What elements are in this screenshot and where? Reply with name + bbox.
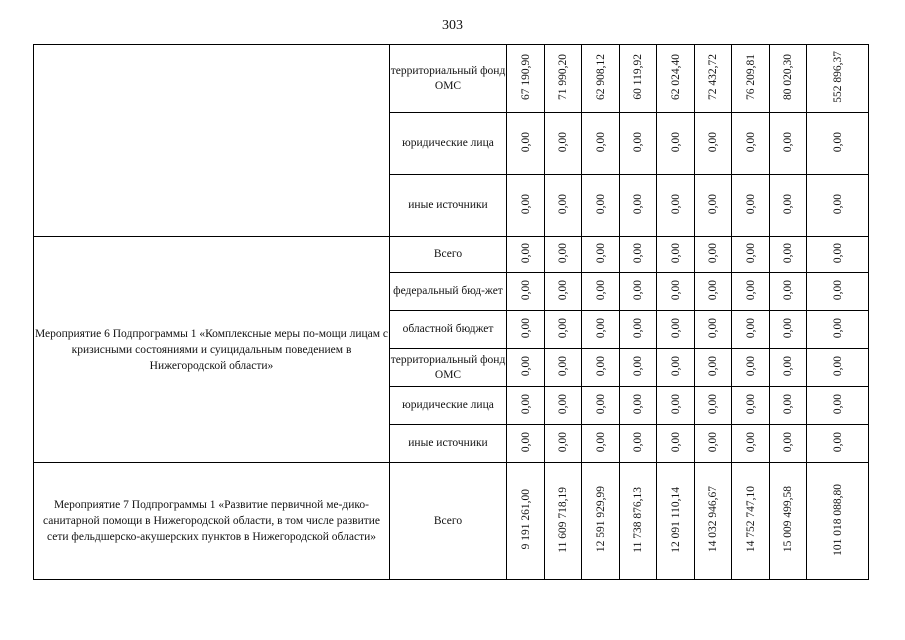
value-text: 12 591 929,99 xyxy=(594,486,607,553)
value-text: 0,00 xyxy=(669,355,682,377)
value-cell xyxy=(582,387,620,425)
value-text: 0,00 xyxy=(557,193,569,215)
value-text: 0,00 xyxy=(744,131,757,153)
value-text: 0,00 xyxy=(519,242,532,264)
value-text: 0,00 xyxy=(782,279,794,301)
value-cell xyxy=(732,387,770,425)
value-cell xyxy=(620,349,657,387)
value-text: 0,00 xyxy=(594,317,607,339)
value-text: 0,00 xyxy=(594,355,607,377)
value-cell xyxy=(507,273,545,311)
value-text: 0,00 xyxy=(782,242,794,264)
value-cell xyxy=(695,463,732,580)
value-cell xyxy=(770,273,807,311)
value-cell xyxy=(582,175,620,237)
value-cell xyxy=(545,425,582,463)
value-text: 0,00 xyxy=(831,193,844,215)
value-text: 0,00 xyxy=(707,431,719,453)
value-text: 0,00 xyxy=(557,355,569,377)
value-text: 76 209,81 xyxy=(744,54,757,100)
value-cell xyxy=(507,237,545,273)
value-text: 0,00 xyxy=(669,193,682,215)
value-text: 0,00 xyxy=(831,317,844,339)
value-cell xyxy=(507,45,545,113)
value-text: 101 018 088,80 xyxy=(831,483,844,556)
funding-source-cell: Всего xyxy=(390,463,507,580)
value-text: 0,00 xyxy=(782,431,794,453)
value-cell xyxy=(770,237,807,273)
value-text: 62 908,12 xyxy=(594,54,607,100)
value-cell xyxy=(732,45,770,113)
funding-source-cell: федеральный бюд-жет xyxy=(390,273,507,311)
value-text: 0,00 xyxy=(669,279,682,301)
value-text: 0,00 xyxy=(632,431,644,453)
value-text: 0,00 xyxy=(557,279,569,301)
value-cell xyxy=(582,273,620,311)
value-text: 0,00 xyxy=(831,279,844,301)
value-cell xyxy=(545,349,582,387)
value-text: 80 020,30 xyxy=(782,54,794,100)
value-cell xyxy=(507,463,545,580)
value-cell xyxy=(657,273,695,311)
value-cell xyxy=(657,237,695,273)
funding-source-cell: территориальный фонд ОМС xyxy=(390,349,507,387)
value-cell xyxy=(695,45,732,113)
value-cell xyxy=(732,113,770,175)
value-text: 0,00 xyxy=(744,355,757,377)
value-text: 0,00 xyxy=(782,393,794,415)
value-text: 62 024,40 xyxy=(669,54,682,100)
value-text: 0,00 xyxy=(707,193,719,215)
value-cell xyxy=(807,311,869,349)
value-cell xyxy=(545,387,582,425)
value-text: 0,00 xyxy=(669,131,682,153)
value-text: 0,00 xyxy=(707,131,719,153)
budget-table xyxy=(33,44,869,580)
value-text: 0,00 xyxy=(707,279,719,301)
value-text: 0,00 xyxy=(744,242,757,264)
value-text: 0,00 xyxy=(669,242,682,264)
value-cell xyxy=(507,175,545,237)
value-cell xyxy=(620,463,657,580)
value-cell xyxy=(695,349,732,387)
value-cell xyxy=(657,175,695,237)
value-text: 0,00 xyxy=(744,431,757,453)
value-cell xyxy=(620,425,657,463)
value-cell xyxy=(582,311,620,349)
value-text: 0,00 xyxy=(744,393,757,415)
value-text: 0,00 xyxy=(557,242,569,264)
value-text: 0,00 xyxy=(632,242,644,264)
value-text: 0,00 xyxy=(744,193,757,215)
measure-title-cell xyxy=(34,45,390,237)
value-text: 0,00 xyxy=(707,317,719,339)
value-cell xyxy=(732,175,770,237)
value-cell xyxy=(807,425,869,463)
value-cell xyxy=(582,237,620,273)
value-cell xyxy=(620,273,657,311)
value-text: 0,00 xyxy=(557,317,569,339)
value-text: 11 609 718,19 xyxy=(557,486,569,553)
value-text: 0,00 xyxy=(632,393,644,415)
value-cell xyxy=(507,387,545,425)
value-cell xyxy=(770,425,807,463)
value-cell xyxy=(657,463,695,580)
value-text: 0,00 xyxy=(594,193,607,215)
value-cell xyxy=(582,349,620,387)
value-cell xyxy=(582,113,620,175)
value-cell xyxy=(507,311,545,349)
value-cell xyxy=(620,175,657,237)
value-cell xyxy=(695,425,732,463)
measure-title-cell: Мероприятие 6 Подпрограммы 1 «Комплексные меры по-мощи лицам с кризисными состояниями и суицидальным поведением в Нижегородской области» xyxy=(34,237,390,463)
value-cell xyxy=(732,311,770,349)
value-cell xyxy=(657,387,695,425)
funding-source-cell: иные источники xyxy=(390,175,507,237)
measure-title-cell: Мероприятие 7 Подпрограммы 1 «Развитие первичной ме-дико-санитарной помощи в Нижегородской области, в том числе развитие сети фельдшерско-акушерских пунктов в Нижегородской области» xyxy=(34,463,390,580)
value-cell xyxy=(770,463,807,580)
value-text: 0,00 xyxy=(519,393,532,415)
value-text: 0,00 xyxy=(707,393,719,415)
value-text: 0,00 xyxy=(632,355,644,377)
value-cell xyxy=(620,45,657,113)
value-text: 0,00 xyxy=(519,431,532,453)
value-cell xyxy=(545,113,582,175)
value-cell xyxy=(695,113,732,175)
value-cell xyxy=(770,349,807,387)
value-cell xyxy=(807,349,869,387)
value-cell xyxy=(582,425,620,463)
value-cell xyxy=(620,237,657,273)
value-text: 60 119,92 xyxy=(632,54,644,100)
value-text: 0,00 xyxy=(632,279,644,301)
value-text: 0,00 xyxy=(707,242,719,264)
value-text: 0,00 xyxy=(744,317,757,339)
value-text: 0,00 xyxy=(831,431,844,453)
value-text: 0,00 xyxy=(594,431,607,453)
table-row xyxy=(34,237,869,273)
value-text: 11 738 876,13 xyxy=(632,486,644,553)
value-cell xyxy=(507,425,545,463)
page-number: 303 xyxy=(442,18,463,33)
value-cell xyxy=(807,237,869,273)
value-text: 0,00 xyxy=(557,431,569,453)
value-text: 0,00 xyxy=(632,193,644,215)
value-text: 0,00 xyxy=(744,279,757,301)
value-cell xyxy=(695,237,732,273)
value-text: 0,00 xyxy=(557,393,569,415)
value-text: 71 990,20 xyxy=(557,54,569,100)
value-cell xyxy=(582,463,620,580)
value-cell xyxy=(507,349,545,387)
value-text: 0,00 xyxy=(707,355,719,377)
value-cell xyxy=(732,425,770,463)
value-text: 0,00 xyxy=(632,317,644,339)
value-text: 15 009 499,58 xyxy=(782,486,794,553)
value-text: 72 432,72 xyxy=(707,54,719,100)
value-cell xyxy=(695,175,732,237)
value-cell xyxy=(770,387,807,425)
value-text: 0,00 xyxy=(519,279,532,301)
value-cell xyxy=(545,175,582,237)
value-text: 67 190,90 xyxy=(519,54,532,100)
value-text: 12 091 110,14 xyxy=(669,486,682,553)
value-cell xyxy=(770,45,807,113)
value-text: 0,00 xyxy=(831,355,844,377)
value-text: 552 896,37 xyxy=(831,51,844,103)
value-text: 0,00 xyxy=(831,393,844,415)
value-cell xyxy=(545,463,582,580)
value-cell xyxy=(657,45,695,113)
value-text: 0,00 xyxy=(669,317,682,339)
value-cell xyxy=(620,113,657,175)
value-cell xyxy=(545,237,582,273)
value-text: 0,00 xyxy=(557,131,569,153)
value-cell xyxy=(657,113,695,175)
value-text: 0,00 xyxy=(782,131,794,153)
value-cell xyxy=(770,175,807,237)
value-cell xyxy=(807,387,869,425)
funding-source-cell: территориальный фонд ОМС xyxy=(390,45,507,113)
value-text: 0,00 xyxy=(782,355,794,377)
value-cell xyxy=(545,45,582,113)
value-text: 0,00 xyxy=(594,393,607,415)
funding-source-cell: иные источники xyxy=(390,425,507,463)
value-text: 14 032 946,67 xyxy=(707,486,719,553)
value-text: 0,00 xyxy=(782,317,794,339)
value-text: 0,00 xyxy=(519,355,532,377)
value-cell xyxy=(620,311,657,349)
table-row xyxy=(34,45,869,113)
value-text: 0,00 xyxy=(519,317,532,339)
value-cell xyxy=(807,273,869,311)
value-text: 0,00 xyxy=(669,431,682,453)
value-cell xyxy=(620,387,657,425)
value-cell xyxy=(545,273,582,311)
value-cell xyxy=(770,113,807,175)
value-cell xyxy=(657,349,695,387)
value-text: 0,00 xyxy=(669,393,682,415)
value-cell xyxy=(545,311,582,349)
value-text: 0,00 xyxy=(831,242,844,264)
funding-source-cell: юридические лица xyxy=(390,387,507,425)
table-row xyxy=(34,463,869,580)
value-cell xyxy=(695,311,732,349)
value-cell xyxy=(807,175,869,237)
value-text: 0,00 xyxy=(831,131,844,153)
funding-source-cell: юридические лица xyxy=(390,113,507,175)
value-cell xyxy=(807,45,869,113)
value-text: 0,00 xyxy=(519,131,532,153)
value-cell xyxy=(695,273,732,311)
value-cell xyxy=(507,113,545,175)
value-cell xyxy=(657,311,695,349)
value-text: 14 752 747,10 xyxy=(744,486,757,553)
value-cell xyxy=(770,311,807,349)
value-text: 0,00 xyxy=(594,242,607,264)
value-cell xyxy=(732,349,770,387)
value-text: 0,00 xyxy=(782,193,794,215)
value-text: 9 191 261,00 xyxy=(519,489,532,550)
value-cell xyxy=(732,273,770,311)
value-cell xyxy=(807,113,869,175)
value-cell xyxy=(582,45,620,113)
funding-source-cell: областной бюджет xyxy=(390,311,507,349)
funding-source-cell: Всего xyxy=(390,237,507,273)
value-cell xyxy=(807,463,869,580)
value-text: 0,00 xyxy=(632,131,644,153)
value-cell xyxy=(657,425,695,463)
value-cell xyxy=(732,237,770,273)
value-text: 0,00 xyxy=(594,131,607,153)
value-cell xyxy=(732,463,770,580)
value-text: 0,00 xyxy=(594,279,607,301)
value-cell xyxy=(695,387,732,425)
value-text: 0,00 xyxy=(519,193,532,215)
